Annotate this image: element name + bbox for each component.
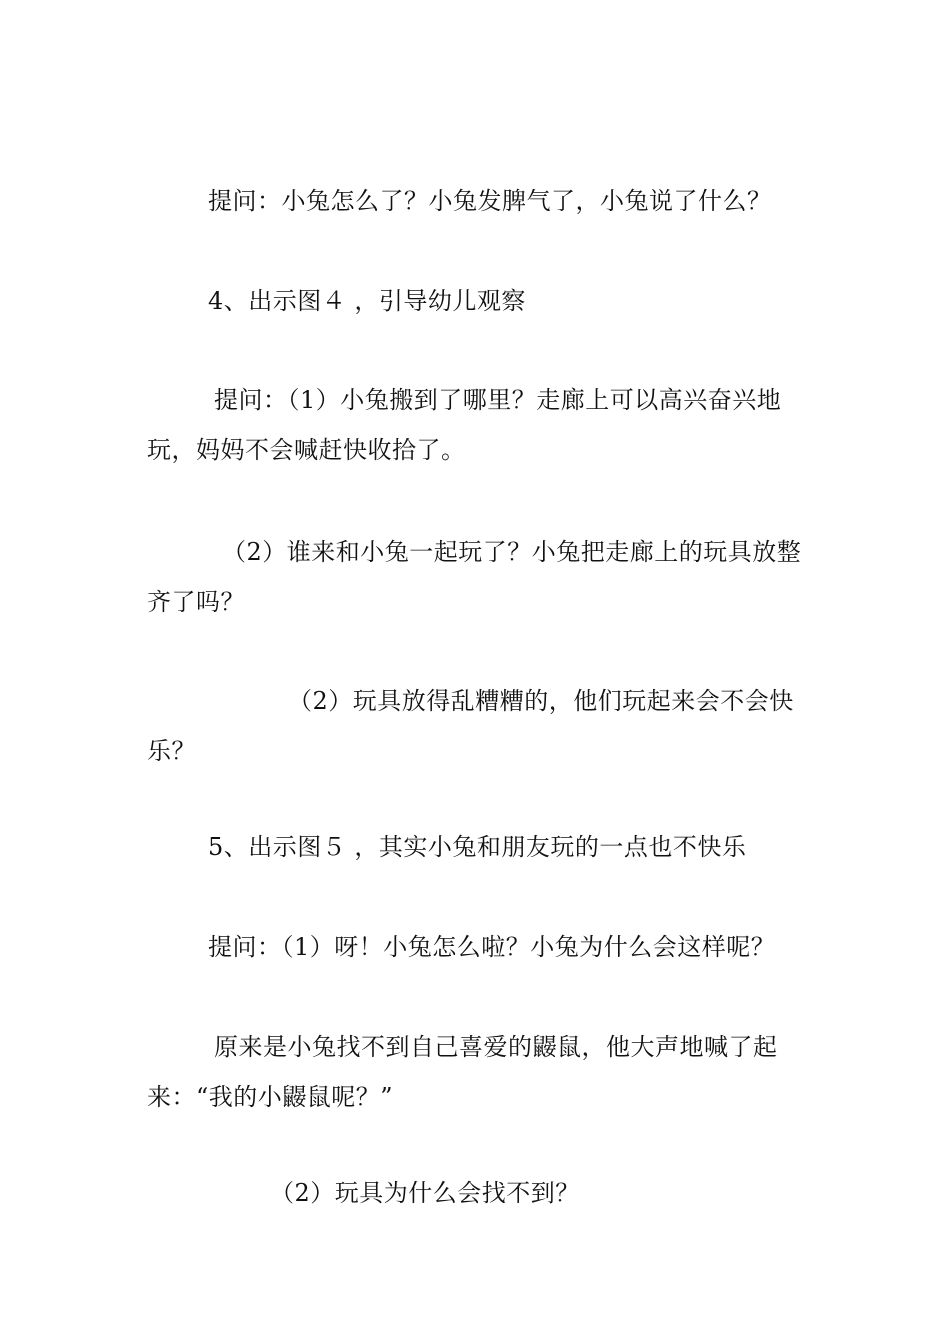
paragraph-question-messy-toys: （2）玩具放得乱糟糟的，他们玩起来会不会快乐？ [147, 687, 794, 765]
paragraph-question-who-played: （2）谁来和小兔一起玩了？小兔把走廊上的玩具放整齐了吗？ [147, 538, 802, 616]
paragraph-step-4: 4、出示图４ ，引导幼儿观察 [208, 287, 526, 315]
paragraph-question-what-happened: 提问：（1）呀！小兔怎么啦？小兔为什么会这样呢？ [208, 933, 776, 961]
paragraph-question-rabbit-temper: 提问：小兔怎么了？小兔发脾气了，小兔说了什么？ [208, 187, 772, 215]
paragraph-lost-mole: 原来是小兔找不到自己喜爱的鼹鼠，他大声地喊了起来：“我的小鼹鼠呢？” [147, 1033, 778, 1111]
paragraph-step-5: 5、出示图５ ，其实小兔和朋友玩的一点也不快乐 [208, 833, 747, 861]
paragraph-question-why-not-found: （2）玩具为什么会找不到？ [270, 1179, 580, 1207]
paragraph-question-corridor: 提问：（1）小兔搬到了哪里？走廊上可以高兴奋兴地玩，妈妈不会喊赶快收拾了。 [147, 386, 782, 464]
